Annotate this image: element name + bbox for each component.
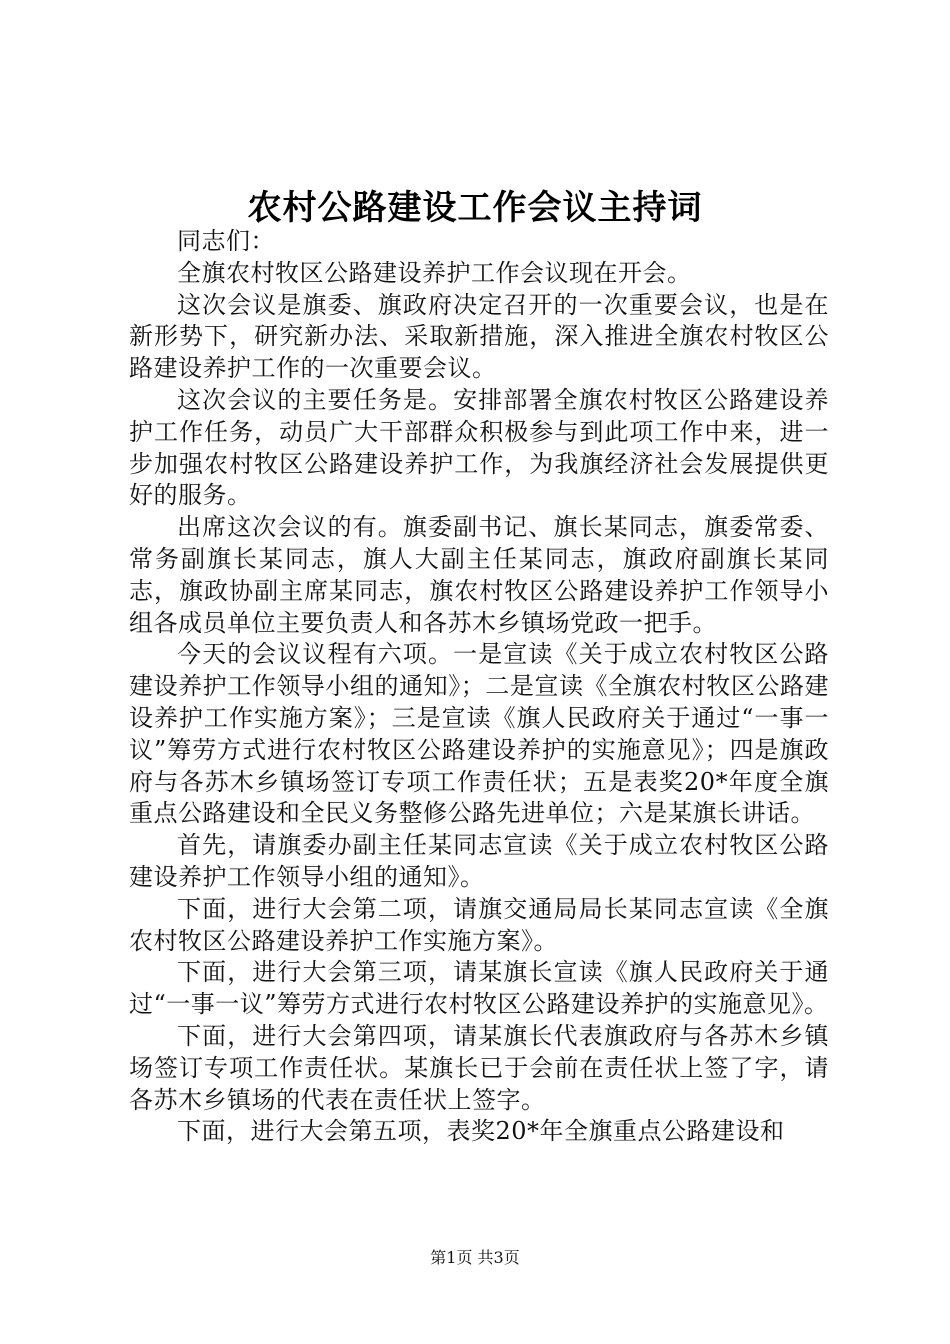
paragraph-salutation: 同志们： [177,227,275,255]
paragraph: 全旗农村牧区公路建设养护工作会议现在开会。 [177,258,692,287]
paragraph: 下面，进行大会第三项，请某旗长宣读《旗人民政府关于通过“一事一议”筹劳方式进行农村牧区公路建设养护的实施意见》。 [129,958,829,1019]
paragraph: 下面，进行大会第四项，请某旗长代表旗政府与各苏木乡镇场签订专项工作责任状。某旗长已于会前在责任状上签了字，请各苏木乡镇场的代表在责任状上签字。 [129,1021,829,1114]
paragraph: 今天的会议议程有六项。一是宣读《关于成立农村牧区公路建设养护工作领导小组的通知》；二是宣读《全旗农村牧区公路建设养护工作实施方案》；三是宣读《旗人民政府关于通过“一事一议”筹劳方式进行农村牧区公路建设养护的实施意见》；四是旗政府与各苏木乡镇场签订专项工作责任状；五是表奖20*年度全旗重点公路建设和全民义务整修公路先进单位；六是某旗长讲话。 [129,640,829,828]
paragraph: 下面，进行大会第二项，请旗交通局局长某同志宣读《全旗农村牧区公路建设养护工作实施方案》。 [129,894,829,955]
paragraph: 这次会议的主要任务是。安排部署全旗农村牧区公路建设养护工作任务，动员广大干部群众积极参与到此项工作中来，进一步加强农村牧区公路建设养护工作，为我旗经济社会发展提供更好的服务。 [129,385,829,510]
paragraph: 首先，请旗委办副主任某同志宣读《关于成立农村牧区公路建设养护工作领导小组的通知》。 [129,831,829,891]
paragraph: 下面，进行大会第五项，表奖20*年全旗重点公路建设和 [177,1117,785,1146]
page-number-footer: 第1页 共3页 [430,1248,520,1267]
paragraph: 出席这次会议的有。旗委副书记、旗长某同志，旗委常委、常务副旗长某同志，旗人大副主任某同志，旗政府副旗长某同志，旗政协副主席某同志，旗农村牧区公路建设养护工作领导小组各成员单位主要负责人和各苏木乡镇场党政一把手。 [129,513,829,637]
paragraph: 这次会议是旗委、旗政府决定召开的一次重要会议，也是在新形势下，研究新办法、采取新措施，深入推进全旗农村牧区公路建设养护工作的一次重要会议。 [129,290,829,383]
document-body [129,226,829,1148]
document-title: 农村公路建设工作会议主持词 [247,188,703,228]
